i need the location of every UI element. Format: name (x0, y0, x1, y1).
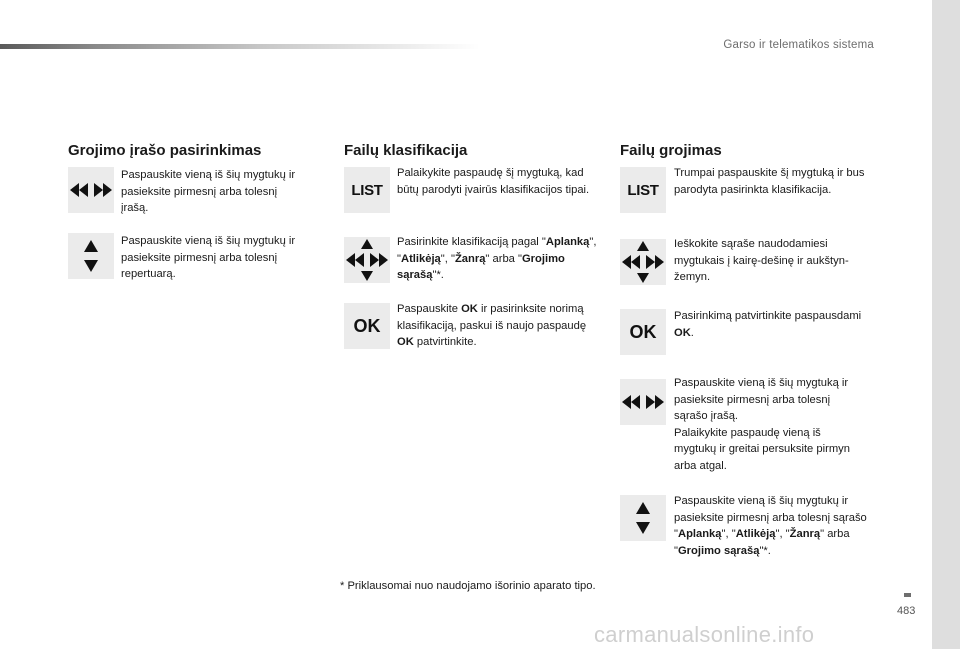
list-icon (344, 167, 390, 213)
up-down-icon (68, 233, 114, 279)
footnote: * Priklausomai nuo naudojamo išorinio aparato tipo. (340, 580, 596, 592)
column-title-file-classification: Failų klasifikacija (344, 142, 468, 159)
four-arrows-icon (620, 239, 666, 285)
description-text: Paspauskite vieną iš šių mygtukų ir pasieksite pirmesnį arba tolesnį repertuarą. (121, 235, 296, 280)
description-text: Pasirinkite klasifikaciją pagal "Aplanką", "Atlikėją", "Žanrą" arba "Grojimo sąrašą"*. (397, 236, 597, 281)
description-text: Pasirinkimą patvirtinkite paspausdami OK. (674, 310, 862, 339)
watermark: carmanualsonline.info (594, 622, 815, 647)
description-text: Ieškokite sąraše naudodamiesi mygtukais į kairę-dešinę ir aukštyn-žemyn. (674, 238, 849, 283)
column-title-track-selection: Grojimo įrašo pasirinkimas (68, 142, 262, 159)
ok-icon (620, 309, 666, 355)
list-label: LIST (351, 181, 383, 199)
description-text: Paspauskite vieną iš šių mygtuką ir pasieksite pirmesnį arba tolesnį sąrašo įrašą. Palaikykite paspaudę vieną iš mygtukų ir greitai persuksite pirmyn arba atgal. (674, 377, 850, 472)
description-text: Paspauskite vieną iš šių mygtukų ir pasieksite pirmesnį arba tolesnį įrašą. (121, 169, 296, 214)
description-text: Paspauskite OK ir pasirinksite norimą klasifikaciją, paskui iš naujo paspaudę OK patvirtinkite. (397, 303, 587, 348)
four-arrows-icon (344, 237, 390, 283)
column-title-file-playback: Failų grojimas (620, 142, 722, 159)
description-text: Palaikykite paspaudę šį mygtuką, kad būtų parodyti įvairūs klasifikacijos tipai. (397, 167, 590, 196)
ok-icon (344, 303, 390, 349)
ok-label: OK (353, 315, 381, 336)
prev-next-icon (620, 379, 666, 425)
page-number: 483 (897, 605, 916, 617)
description-text: Paspauskite vieną iš šių mygtukų ir pasieksite pirmesnį arba tolesnį sąrašo "Aplanką", "Atlikėją", "Žanrą" arba "Grojimo sąrašą"*. (674, 495, 867, 557)
list-label: LIST (627, 181, 659, 199)
side-strip (932, 0, 960, 649)
description-text: Trumpai paspauskite šį mygtuką ir bus parodyta pasirinkta klasifikacija. (674, 167, 865, 196)
up-down-icon (620, 495, 666, 541)
header-gradient-bar (0, 44, 480, 49)
prev-next-icon (68, 167, 114, 213)
page-marker (904, 593, 911, 597)
list-icon (620, 167, 666, 213)
section-title: Garso ir telematikos sistema (723, 39, 874, 51)
ok-label: OK (629, 321, 657, 342)
